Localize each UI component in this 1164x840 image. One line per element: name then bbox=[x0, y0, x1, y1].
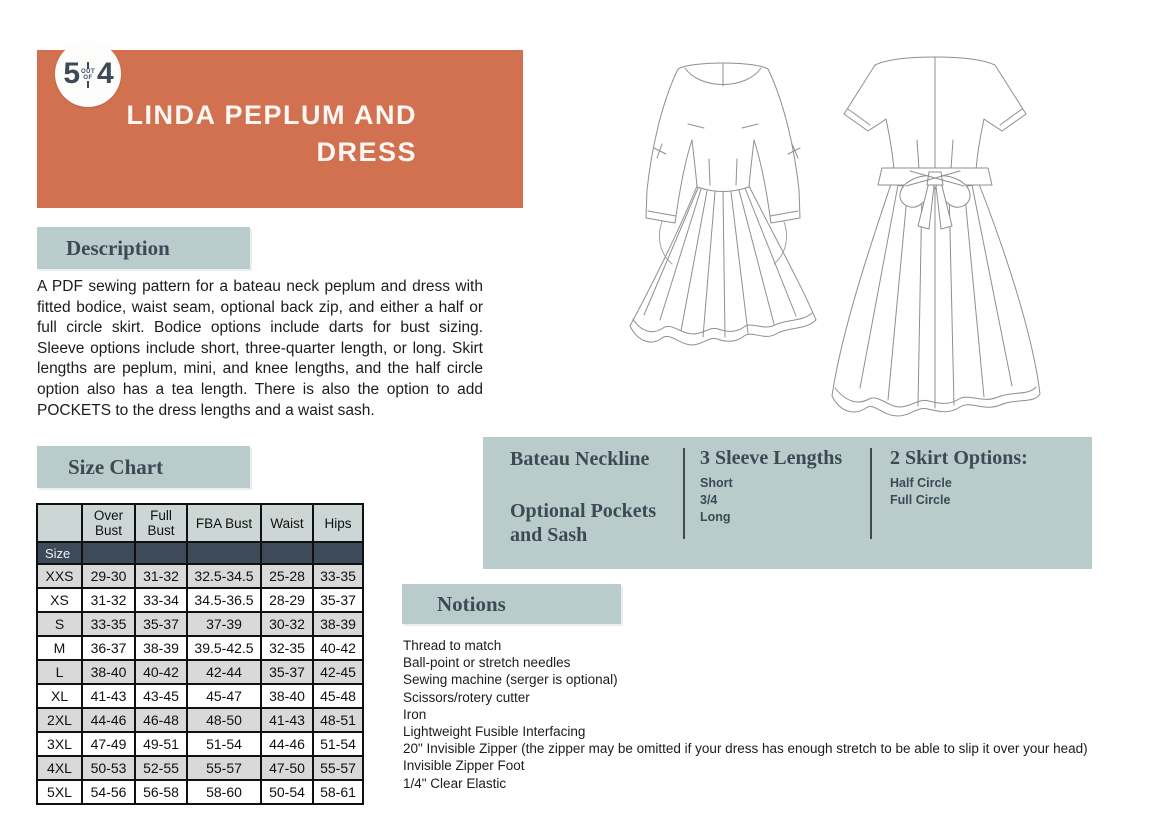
list-item: Iron bbox=[403, 706, 427, 722]
size-chart-heading: Size Chart bbox=[37, 446, 250, 488]
description-heading: Description bbox=[37, 227, 250, 269]
feature-sleeves-heading: 3 Sleeve Lengths bbox=[700, 447, 843, 469]
pattern-title-line1: LINDA PEPLUM AND bbox=[126, 100, 417, 130]
list-item: Invisible Zipper Foot bbox=[403, 758, 525, 774]
pattern-title bbox=[127, 97, 418, 171]
brand-logo bbox=[55, 41, 121, 107]
feature-skirts-list bbox=[890, 475, 1080, 509]
features-box bbox=[483, 437, 1092, 569]
sleeve-option: Long bbox=[700, 510, 731, 524]
table-row: XS 31-32 33-34 34.5-36.5 28-29 35-37 bbox=[37, 588, 363, 612]
notions-list bbox=[403, 637, 1136, 792]
skirt-option: Half Circle bbox=[890, 476, 952, 490]
column-header-waist: Waist bbox=[261, 504, 313, 542]
features-divider-2 bbox=[870, 448, 872, 539]
list-item: Sewing machine (serger is optional) bbox=[403, 672, 618, 688]
table-row: 4XL 50-53 52-55 55-57 47-50 55-57 bbox=[37, 756, 363, 780]
list-item: Ball-point or stretch needles bbox=[403, 655, 571, 671]
sleeve-option: 3/4 bbox=[700, 493, 718, 507]
dress-illustrations bbox=[588, 28, 1102, 430]
column-header-blank bbox=[37, 504, 82, 542]
column-header-full-bust: Full Bust bbox=[135, 504, 187, 542]
feature-sleeves bbox=[700, 446, 860, 526]
feature-neckline-pockets bbox=[510, 447, 678, 547]
table-row: 2XL 44-46 46-48 48-50 41-43 48-51 bbox=[37, 708, 363, 732]
feature-sleeves-list bbox=[700, 475, 860, 526]
table-row: XL 41-43 43-45 45-47 38-40 45-48 bbox=[37, 684, 363, 708]
feature-pockets-sash: Optional Pockets and Sash bbox=[510, 500, 657, 546]
table-row: 3XL 47-49 49-51 51-54 44-46 51-54 bbox=[37, 732, 363, 756]
size-chart-table bbox=[36, 503, 364, 805]
size-divider-label: Size bbox=[37, 542, 82, 564]
list-item: Thread to match bbox=[403, 638, 502, 653]
notions-heading: Notions bbox=[402, 584, 621, 624]
column-header-hips: Hips bbox=[313, 504, 363, 542]
dress-back-view-drawing bbox=[832, 57, 1040, 416]
skirt-option: Full Circle bbox=[890, 493, 951, 507]
pattern-title-line2: DRESS bbox=[316, 137, 417, 167]
list-item: 1/4" Clear Elastic bbox=[403, 775, 507, 791]
list-item: 20" Invisible Zipper (the zipper may be omitted if your dress has enough stretch to be able to slip it over your head) bbox=[403, 741, 1088, 757]
table-row: XXS 29-30 31-32 32.5-34.5 25-28 33-35 bbox=[37, 564, 363, 588]
logo-bar-top bbox=[87, 62, 89, 69]
logo-out-of: OUT OF bbox=[81, 62, 95, 88]
feature-skirts bbox=[890, 446, 1080, 509]
description-text: A PDF sewing pattern for a bateau neck peplum and dress with fitted bodice, waist seam, optional back zip, and either a half or full circle skirt. Bodice options include darts for bust sizing. Sleeve options include short, three-quarter length, or long. Skirt lengths are peplum, mini, and knee lengths, and the half circle option also has a tea length. There is also the option to add POCKETS to the dress lengths and a waist sash. bbox=[37, 278, 483, 419]
dress-front-view-drawing bbox=[630, 63, 816, 345]
table-row: S 33-35 35-37 37-39 30-32 38-39 bbox=[37, 612, 363, 636]
logo-four: 4 bbox=[97, 57, 113, 90]
sleeve-option: Short bbox=[700, 476, 733, 490]
feature-skirts-heading: 2 Skirt Options: bbox=[890, 447, 1028, 469]
features-divider-1 bbox=[683, 448, 685, 539]
list-item: Lightweight Fusible Interfacing bbox=[403, 724, 586, 740]
logo-five: 5 bbox=[63, 57, 79, 90]
table-row: 5XL 54-56 56-58 58-60 50-54 58-61 bbox=[37, 780, 363, 804]
column-header-fba-bust: FBA Bust bbox=[187, 504, 261, 542]
table-row: M 36-37 38-39 39.5-42.5 32-35 40-42 bbox=[37, 636, 363, 660]
table-row: L 38-40 40-42 42-44 35-37 42-45 bbox=[37, 660, 363, 684]
size-divider-row bbox=[37, 542, 363, 564]
header-band bbox=[37, 50, 523, 208]
logo-bar-bottom bbox=[87, 81, 89, 88]
size-chart-header-row bbox=[37, 504, 363, 542]
list-item: Scissors/rotery cutter bbox=[403, 689, 530, 705]
column-header-over-bust: Over Bust bbox=[82, 504, 135, 542]
feature-neckline: Bateau Neckline bbox=[510, 448, 650, 470]
